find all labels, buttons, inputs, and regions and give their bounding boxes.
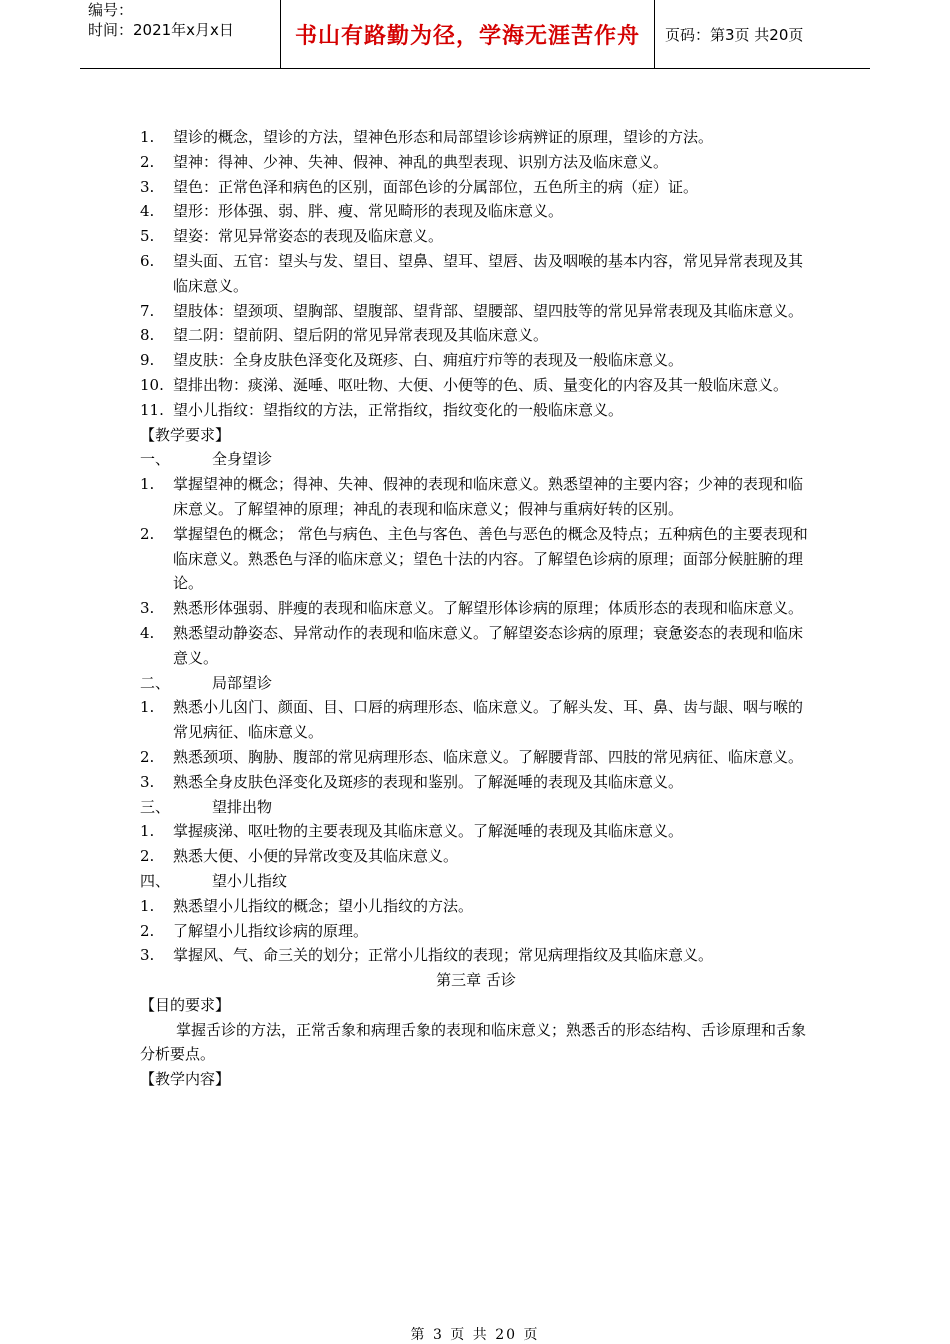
item-text: 熟悉望动静姿态、异常动作的表现和临床意义。了解望姿态诊病的原理；衰惫姿态的表现和临床意义。 [173, 623, 804, 667]
item-number: 1. [140, 896, 155, 915]
item-number: 一、 [140, 450, 171, 469]
item-text: 掌握望色的概念； 常色与病色、主色与客色、善色与恶色的概念及特点；五种病色的主要表现和临床意义。熟悉色与泽的临床意义；望色十法的内容。了解望色诊病的原理；面部分候脏腑的理论。 [173, 524, 808, 593]
list-item [140, 398, 812, 423]
item-number: 7. [140, 301, 155, 320]
item-number: 8. [140, 326, 155, 345]
item-number: 1. [140, 698, 155, 717]
list-item [140, 621, 812, 671]
item-text: 望姿：常见异常姿态的表现及临床意义。 [173, 227, 444, 246]
item-number: 2. [140, 847, 155, 866]
item-number: 二、 [140, 673, 171, 692]
list-item [140, 943, 812, 968]
section-heading [140, 795, 812, 820]
item-text: 熟悉小儿囟门、颜面、目、口唇的病理形态、临床意义。了解头发、耳、鼻、齿与龈、咽与喉的常见病征、临床意义。 [173, 698, 804, 742]
item-number: 9. [140, 351, 155, 370]
item-text: 局部望诊 [212, 673, 273, 692]
item-text: 掌握痰涕、呕吐物的主要表现及其临床意义。了解涎唾的表现及其临床意义。 [173, 822, 684, 841]
item-number: 6. [140, 251, 155, 270]
list-item [140, 919, 812, 944]
item-text: 熟悉望小儿指纹的概念；望小儿指纹的方法。 [173, 896, 474, 915]
item-text: 望小儿指纹：望指纹的方法，正常指纹，指纹变化的一般临床意义。 [173, 400, 624, 419]
section-heading [140, 869, 812, 894]
item-number: 11. [140, 400, 164, 419]
item-number: 1. [140, 128, 155, 146]
page-header [80, 0, 870, 69]
item-text: 望皮肤：全身皮肤色泽变化及斑疹、白、痈疽疔疖等的表现及一般临床意义。 [173, 351, 684, 370]
item-text: 全身望诊 [212, 450, 273, 469]
item-text: 熟悉大便、小便的异常改变及其临床意义。 [173, 847, 459, 866]
list-item [140, 844, 812, 869]
item-text: 掌握望神的概念；得神、失神、假神的表现和临床意义。熟悉望神的主要内容；少神的表现和临床意义。了解望神的原理；神乱的表现和临床意义；假神与重病好转的区别。 [173, 475, 804, 518]
item-number: 2. [140, 921, 155, 940]
item-number: 10. [140, 375, 164, 394]
item-text: 熟悉全身皮肤色泽变化及斑疹的表现和鉴别。了解涎唾的表现及其临床意义。 [173, 772, 684, 791]
section-heading [140, 671, 812, 696]
item-number: 3. [140, 772, 155, 791]
list-item [140, 695, 812, 745]
list-item [140, 323, 812, 348]
time-label: 时间：2021年x月x日 [88, 21, 234, 39]
header-motto [281, 0, 655, 68]
list-item [140, 894, 812, 919]
bracket-heading: 【目的要求】 [140, 995, 231, 1014]
item-text: 望色：正常色泽和病色的区别，面部色诊的分属部位，五色所主的病（症）证。 [173, 177, 699, 196]
item-text: 望小儿指纹 [212, 871, 288, 890]
paragraph: 掌握舌诊的方法，正常舌象和病理舌象的表现和临床意义；熟悉舌的形态结构、舌诊原理和舌象分析要点。 [140, 1020, 807, 1064]
list-item [140, 299, 812, 324]
bracket-heading: 【教学要求】 [140, 425, 231, 444]
item-text: 望神：得神、少神、失神、假神、神乱的典型表现、识别方法及临床意义。 [173, 152, 669, 171]
list-item [140, 472, 812, 522]
chapter-title: 第三章 舌诊 [436, 971, 516, 990]
item-text: 望形：形体强、弱、胖、瘦、常见畸形的表现及临床意义。 [173, 202, 564, 221]
list-item [140, 745, 812, 770]
item-number: 3. [140, 946, 155, 965]
bracket-heading: 【教学内容】 [140, 1070, 231, 1089]
item-text: 望排出物 [212, 797, 273, 816]
list-item [140, 224, 812, 249]
list-item [140, 175, 812, 200]
header-page-label: 页码：第3页 共20页 [665, 25, 804, 44]
item-number: 1. [140, 822, 155, 841]
item-number: 1. [140, 475, 155, 494]
list-item [140, 373, 812, 398]
document-body [140, 125, 812, 1092]
item-number: 4. [140, 623, 155, 642]
page-footer: 第 3 页 共 20 页 [410, 1327, 540, 1343]
section-heading [140, 447, 812, 472]
item-number: 2. [140, 524, 155, 543]
item-text: 望二阴：望前阴、望后阴的常见异常表现及其临床意义。 [173, 326, 549, 345]
item-number: 3. [140, 599, 155, 618]
list-item [140, 150, 812, 175]
item-text: 掌握风、气、命三关的划分；正常小儿指纹的表现；常见病理指纹及其临床意义。 [173, 946, 714, 965]
item-text: 熟悉颈项、胸胁、腹部的常见病理形态、临床意义。了解腰背部、四肢的常见病征、临床意义。 [173, 747, 804, 766]
item-number: 4. [140, 202, 155, 221]
list-item [140, 199, 812, 224]
list-item [140, 348, 812, 373]
item-text: 望肢体：望颈项、望胸部、望腹部、望背部、望腰部、望四肢等的常见异常表现及其临床意义。 [173, 301, 804, 320]
item-text: 了解望小儿指纹诊病的原理。 [173, 921, 369, 940]
item-number: 2. [140, 747, 155, 766]
item-number: 2. [140, 152, 155, 171]
list-item [140, 770, 812, 795]
serial-label: 编号： [88, 1, 134, 19]
item-text: 望排出物：痰涕、涎唾、呕吐物、大便、小便等的色、质、量变化的内容及其一般临床意义。 [173, 375, 789, 394]
list-item [140, 125, 812, 150]
list-item [140, 522, 812, 596]
header-meta [80, 0, 281, 68]
list-item [140, 596, 812, 621]
motto-text: 书山有路勤为径，学海无涯苦作舟 [294, 23, 640, 49]
item-text: 望诊的概念，望诊的方法，望神色形态和局部望诊诊病辨证的原理，望诊的方法。 [173, 128, 714, 146]
item-number: 四、 [140, 871, 171, 890]
item-number: 3. [140, 177, 155, 196]
list-item [140, 249, 812, 299]
item-number: 三、 [140, 797, 171, 816]
list-item [140, 819, 812, 844]
item-number: 5. [140, 227, 155, 246]
item-text: 望头面、五官：望头与发、望目、望鼻、望耳、望唇、齿及咽喉的基本内容，常见异常表现及其临床意义。 [173, 251, 804, 295]
item-text: 熟悉形体强弱、胖瘦的表现和临床意义。了解望形体诊病的原理；体质形态的表现和临床意义。 [173, 599, 804, 618]
